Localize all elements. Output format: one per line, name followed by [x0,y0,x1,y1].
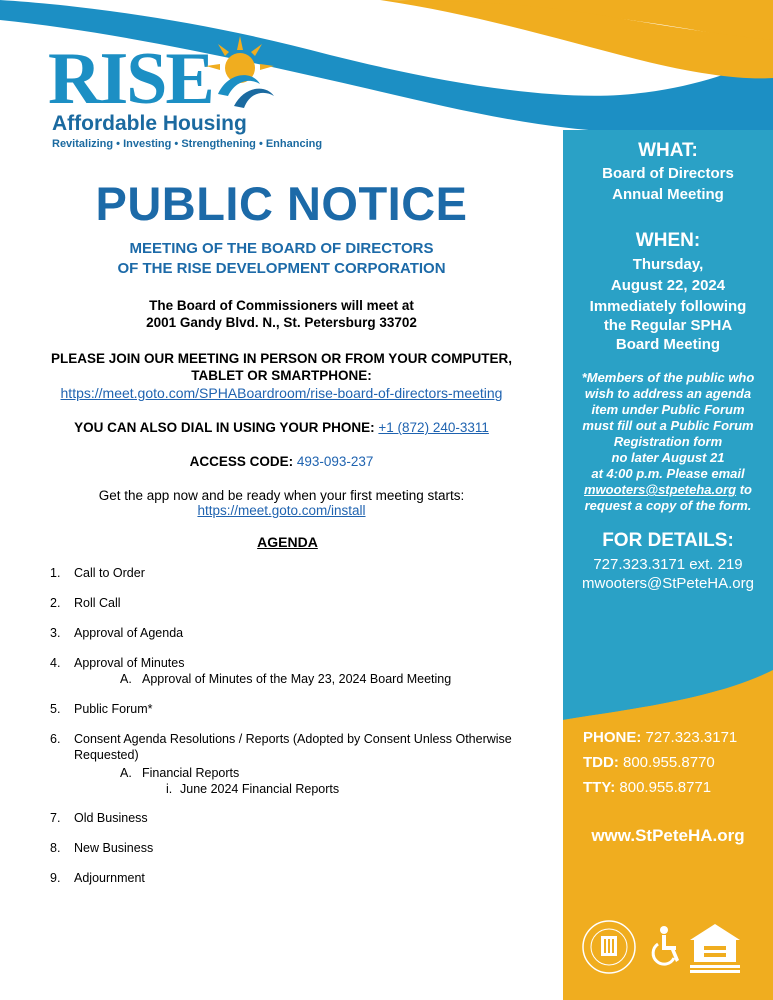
agenda-item: 2. Roll Call [50,596,121,610]
agenda-item-continuation: Requested) [74,748,139,762]
what-line-1: Board of Directors [602,165,734,182]
sidebar-curve-decoration [563,640,773,730]
access-line: ACCESS CODE: 493-093-237 [189,454,374,469]
agenda-item: 3. Approval of Agenda [50,626,184,640]
subtitle-line-1: MEETING OF THE BOARD OF DIRECTORS [129,240,434,257]
agenda-title: AGENDA [257,534,318,550]
app-line: Get the app now and be ready when your first meeting starts: [98,488,465,503]
when-line-3: Immediately following [589,298,747,315]
note-line-9: request a copy of the form. [584,498,752,513]
join-link-line [0,384,569,403]
details-phone: 727.323.3171 ext. 219 [593,556,743,573]
what-line-2: Annual Meeting [612,186,724,203]
agenda-subitem: A. Financial Reports [120,766,240,780]
note-line-4: must fill out a Public Forum [582,418,754,433]
phone-line: PHONE: 727.323.3171 [583,729,738,746]
hud-seal-icon [583,921,635,973]
join-line-1: PLEASE JOIN OUR MEETING IN PERSON OR FROM YOUR COMPUTER, [50,351,513,366]
dial-number-link[interactable]: +1 (872) 240-3311 [378,420,489,435]
when-line-5: Board Meeting [615,336,721,353]
website-link[interactable]: www.StPeteHA.org [591,826,745,845]
meeting-link[interactable]: https://meet.goto.com/SPHABoardroom/rise-board-of-directors-meeting [60,385,503,401]
subtitle-line-2: OF THE RISE DEVELOPMENT CORPORATION [117,260,446,277]
app-link-line [0,502,563,520]
note-line-6: no later August 21 [611,450,725,465]
when-heading: WHEN: [635,230,701,251]
sun-dolphin-icon [200,32,280,112]
agenda-item: 7. Old Business [50,811,148,825]
rise-logo [34,32,323,162]
note-line-3: item under Public Forum [591,402,745,417]
location-line-1: The Board of Commissioners will meet at [149,298,414,313]
tty-line: TTY: 800.955.8771 [583,779,712,796]
when-line-2: August 22, 2024 [610,277,726,294]
page-title: PUBLIC NOTICE [95,177,468,230]
note-line-1: *Members of the public who [581,370,755,385]
tdd-line: TDD: 800.955.8770 [583,754,715,771]
agenda-subitem: A. Approval of Minutes of the May 23, 2024 Board Meeting [120,672,452,686]
join-line-2: TABLET OR SMARTPHONE: [191,368,372,383]
details-heading: FOR DETAILS: [602,530,734,551]
agenda-item: 6. Consent Agenda Resolutions / Reports (Adopted by Consent Unless Otherwise [50,732,512,746]
agenda-subsubitem: i. June 2024 Financial Reports [166,782,340,796]
note-email-link[interactable]: mwooters@stpeteha.org [584,482,737,497]
location-line-2: 2001 Gandy Blvd. N., St. Petersburg 33702 [146,315,417,330]
install-link[interactable]: https://meet.goto.com/install [197,503,366,518]
equal-housing-icon [690,924,740,973]
footer-logos [580,918,750,976]
note-line-5: Registration form [613,434,723,449]
note-line-7: at 4:00 p.m. Please email [591,466,745,481]
note-line-8: mwooters@stpeteha.org to [584,482,752,497]
when-line-1: Thursday, [632,256,704,273]
details-email: mwooters@StPeteHA.org [582,575,754,592]
agenda-item: 4. Approval of Minutes [50,656,185,670]
logo-wordmark: RISE [48,38,213,120]
note-line-2: wish to address an agenda [584,386,752,401]
agenda-item: 5. Public Forum* [50,702,153,716]
agenda-item: 8. New Business [50,841,154,855]
logo-tagline: Revitalizing • Investing • Strengthening • Enhancing [52,138,323,150]
wheelchair-accessible-icon [653,926,679,964]
logo-subtitle: Affordable Housing [52,112,247,135]
dial-line: YOU CAN ALSO DIAL IN USING YOUR PHONE: +1 (872) 240-3311 [74,420,489,435]
agenda-item: 9. Adjournment [50,871,145,885]
what-heading: WHAT: [638,140,698,161]
agenda-item: 1. Call to Order [50,566,145,580]
when-line-4: the Regular SPHA [603,317,733,334]
access-code: 493-093-237 [296,454,374,469]
